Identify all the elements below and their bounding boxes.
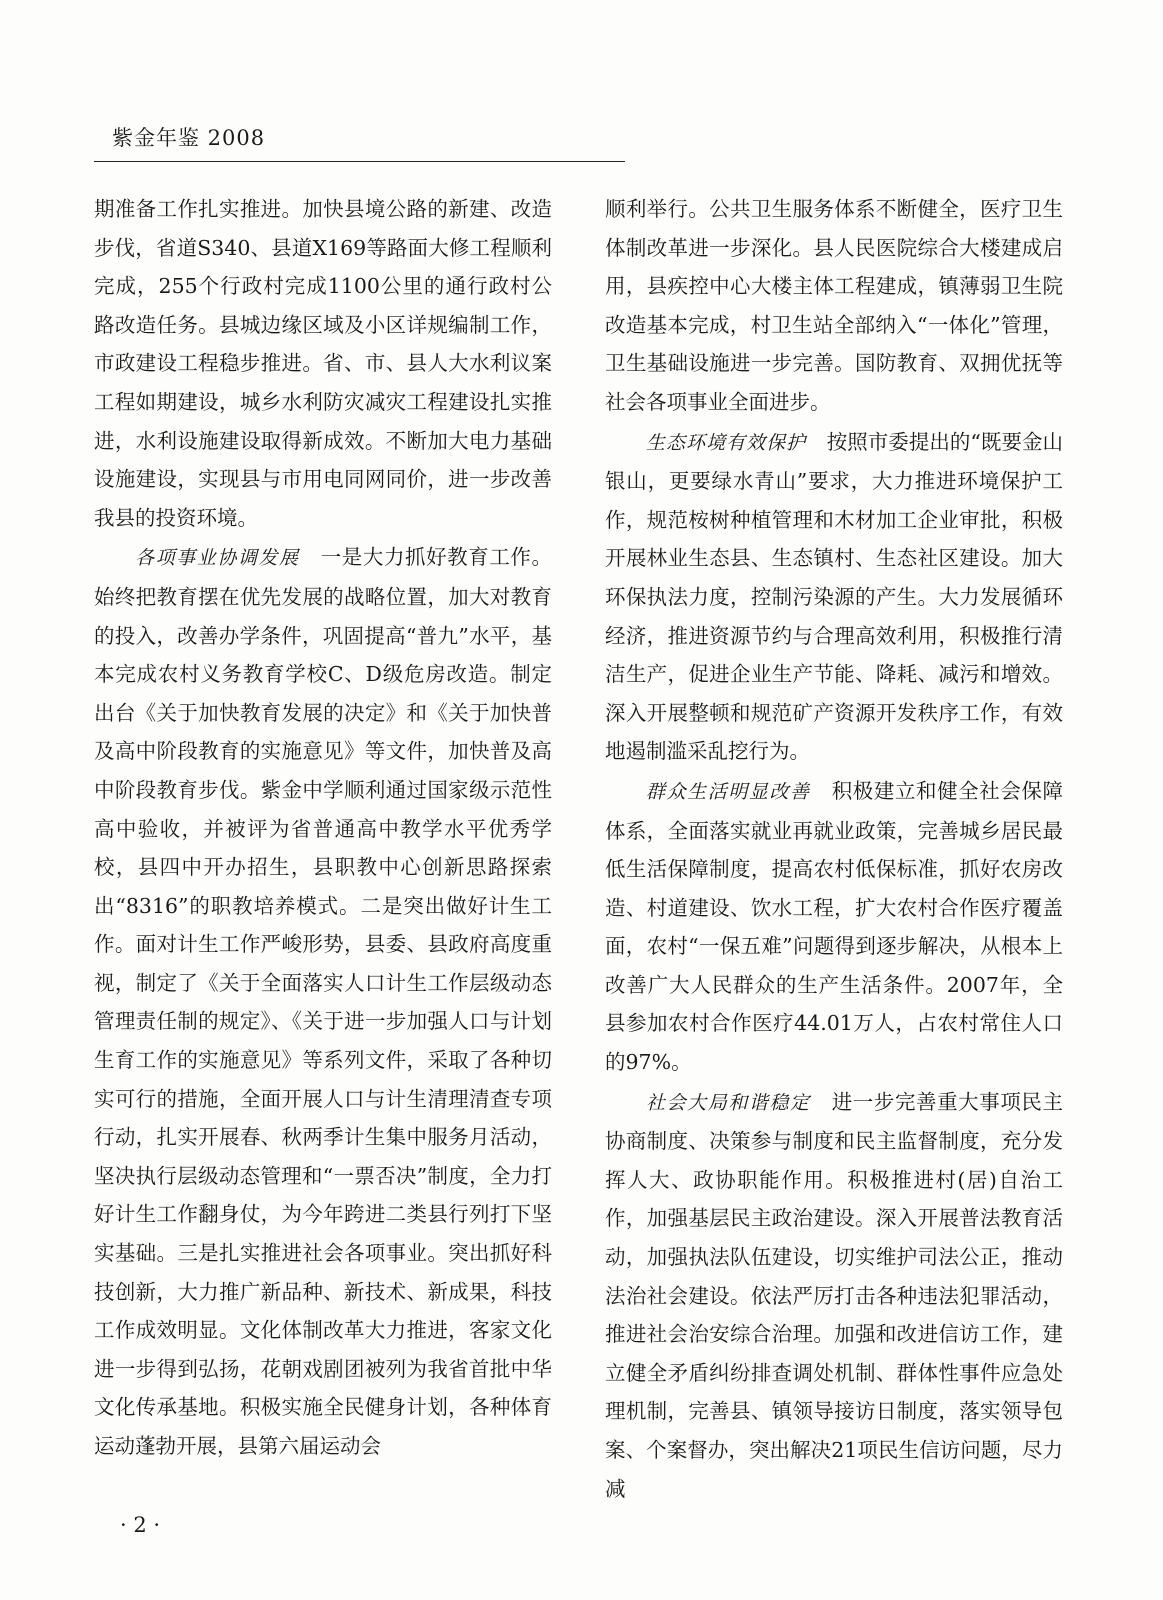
section-heading: 群众生活明显改善	[646, 780, 811, 803]
paragraph: 顺利举行。公共卫生服务体系不断健全，医疗卫生体制改革进一步深化。县人民医院综合大楼建成启用，县疾控中心大楼主体工程建成，镇薄弱卫生院改造基本完成，村卫生站全部纳入“一体化”管理，卫生基础设施进一步完善。国防教育、双拥优抚等社会各项事业全面进步。	[605, 197, 1063, 414]
page-number: · 2 ·	[120, 1513, 161, 1537]
paragraph-body: 一是大力抓好教育工作。始终把教育摆在优先发展的战略位置，加大对教育的投入，改善办学条件，巩固提高“普九”水平，基本完成农村义务教育学校C、D级危房改造。制定出台《关于加快教育发展的决定》和《关于加快普及高中阶段教育的实施意见》等文件，加快普及高中阶段教育步伐。紫金中学顺利通过国家级示范性高中验收，并被评为省普通高中教学水平优秀学校，县四中开办招生，县职教中心创新思路探索出“8316”的职教培养模式。二是突出做好计生工作。面对计生工作严峻形势，县委、县政府高度重视，制定了《关于全面落实人口计生工作层级动态管理责任制的规定》、《关于进一步加强人口与计划生育工作的实施意见》等系列文件，采取了各种切实可行的措施，全面开展人口与计生清理清查专项行动，扎实开展春、秋两季计生集中服务月活动，坚决执行层级动态管理和“一票否决”制度，全力打好计生工作翻身仗，为今年跨进二类县行列打下坚实基础。三是扎实推进社会各项事业。突出抓好科技创新，大力推广新品种、新技术、新成果，科技工作成效明显。文化体制改革大力推进，客家文化进一步得到弘扬，花朝戏剧团被列为我省首批中华文化传承基地。积极实施全民健身计划，各种体育运动蓬勃开展，县第六届运动会	[94, 545, 552, 1458]
left-column	[94, 190, 552, 1466]
header-rule	[94, 161, 625, 162]
paragraph	[605, 1083, 1063, 1509]
paragraph	[94, 538, 552, 1465]
paragraph-body: 进一步完善重大事项民主协商制度、决策参与制度和民主监督制度，充分发挥人大、政协职能作用。积极推进村(居)自治工作，加强基层民主政治建设。深入开展普法教育活动，加强执法队伍建设，切实维护司法公正，推动法治社会建设。依法严厉打击各种违法犯罪活动，推进社会治安综合治理。加强和改进信访工作，建立健全矛盾纠纷排查调处机制、群体性事件应急处理机制，完善县、镇领导接访日制度，落实领导包案、个案督办，突出解决21项民生信访问题，尽力减	[605, 1089, 1063, 1501]
paragraph: 期准备工作扎实推进。加快县境公路的新建、改造步伐，省道S340、县道X169等路面大修工程顺利完成，255个行政村完成1100公里的通行政村公路改造任务。县城边缘区域及小区详规编制工作，市政建设工程稳步推进。省、市、县人大水利议案工程如期建设，城乡水利防灾减灾工程建设扎实推进，水利设施建设取得新成效。不断加大电力基础设施建设，实现县与市用电同网同价，进一步改善我县的投资环境。	[94, 197, 552, 530]
right-column	[605, 190, 1063, 1508]
paragraph-body: 积极建立和健全社会保障体系，全面落实就业再就业政策，完善城乡居民最低生活保障制度，提高农村低保标准，抓好农房改造、村道建设、饮水工程，扩大农村合作医疗覆盖面，农村“一保五难”问题得到逐步解决，从根本上改善广大人民群众的生产生活条件。2007年，全县参加农村合作医疗44.01万人，占农村常住人口的97%。	[605, 778, 1063, 1075]
running-head: 紫金年鉴 2008	[112, 126, 266, 150]
section-heading: 社会大局和谐稳定	[646, 1091, 811, 1114]
paragraph	[605, 772, 1063, 1082]
paragraph	[605, 423, 1063, 771]
section-heading: 各项事业协调发展	[135, 547, 300, 570]
paragraph-body: 按照市委提出的“既要金山银山，更要绿水青山”要求，大力推进环境保护工作，规范桉树种植管理和木材加工企业审批，积极开展林业生态县、生态镇村、生态社区建设。加大环保执法力度，控制污染源的产生。大力发展循环经济，推进资源节约与合理高效利用，积极推行清洁生产，促进企业生产节能、降耗、减污和增效。深入开展整顿和规范矿产资源开发秩序工作，有效地遏制滥采乱挖行为。	[605, 429, 1063, 764]
section-heading: 生态环境有效保护	[646, 431, 807, 454]
